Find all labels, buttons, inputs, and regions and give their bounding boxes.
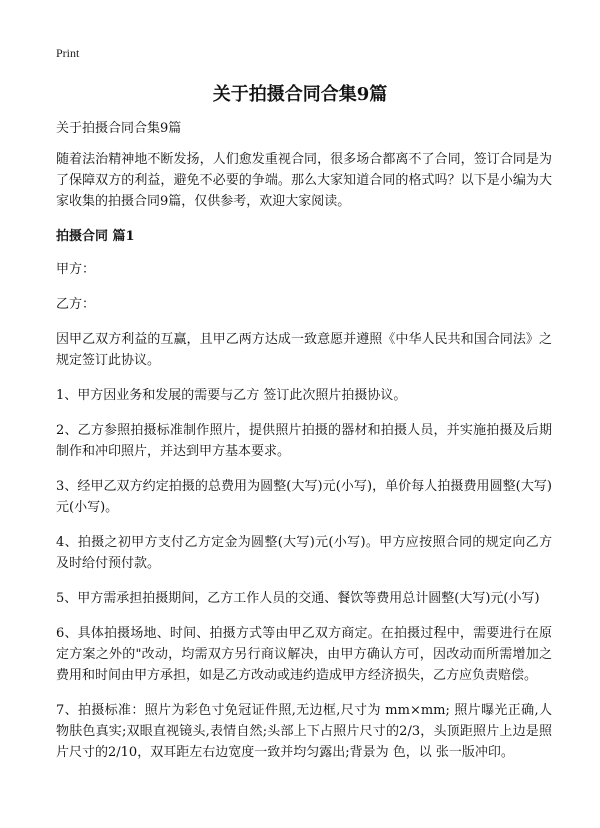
clause-4: 4、拍摄之初甲方支付乙方定金为圆整(大写)元(小写)。甲方应按照合同的规定向乙方及时给付预付款。 bbox=[56, 535, 552, 571]
clause-5: 5、甲方需承担拍摄期间，乙方工作人员的交通、餐饮等费用总计圆整(大写)元(小写) bbox=[56, 591, 540, 606]
document-subtitle: 关于拍摄合同合集9篇 bbox=[56, 121, 182, 136]
print-label: Print bbox=[56, 46, 80, 60]
intro-paragraph: 随着法治精神地不断发扬，人们愈发重视合同，很多场合都离不了合同，签订合同是为了保障双方的利益，避免不必要的争端。那么大家知道合同的格式吗？以下是小编为大家收集的拍摄合同9篇，仅供参考，欢迎大家阅读。 bbox=[56, 152, 552, 209]
clause-2: 2、乙方参照拍摄标准制作照片，提供照片拍摄的器材和拍摄人员，并实施拍摄及后期制作和冲印照片，并达到甲方基本要求。 bbox=[56, 423, 552, 459]
preamble-paragraph: 因甲乙双方利益的互赢，且甲乙两方达成一致意愿并遵照《中华人民共和国合同法》之规定签订此协议。 bbox=[56, 332, 552, 368]
clause-1: 1、甲方因业务和发展的需要与乙方 签订此次照片拍摄协议。 bbox=[56, 388, 407, 403]
party-a-line: 甲方： bbox=[56, 262, 96, 277]
document-title: 关于拍摄合同合集9篇 bbox=[212, 84, 388, 105]
clause-7: 7、拍摄标准：照片为彩色寸免冠证件照,无边框,尺寸为 mm×mm; 照片曝光正确,人物肤色真实;双眼直视镜头,表情自然;头部上下占照片尺寸的2/3，头顶距照片上边是照片尺寸的2/10，双耳距左右边宽度一致并均匀露出;背景为 色，以 张一版冲印。 bbox=[56, 703, 552, 760]
clause-3: 3、经甲乙双方约定拍摄的总费用为圆整(大写)元(小写)，单价每人拍摄费用圆整(大写)元(小写)。 bbox=[56, 479, 552, 515]
section-heading: 拍摄合同 篇1 bbox=[56, 229, 135, 244]
party-b-line: 乙方： bbox=[56, 297, 96, 312]
document-body bbox=[56, 118, 552, 777]
clause-6: 6、具体拍摄场地、时间、拍摄方式等由甲乙双方商定。在拍摄过程中，需要进行在原定方案之外的"改动，均需双方另行商议解决，由甲方确认方可，因改动而所需增加之费用和时间由甲方承担，如是乙方改动或违约造成甲方经济损失，乙方应负责赔偿。 bbox=[56, 626, 552, 683]
